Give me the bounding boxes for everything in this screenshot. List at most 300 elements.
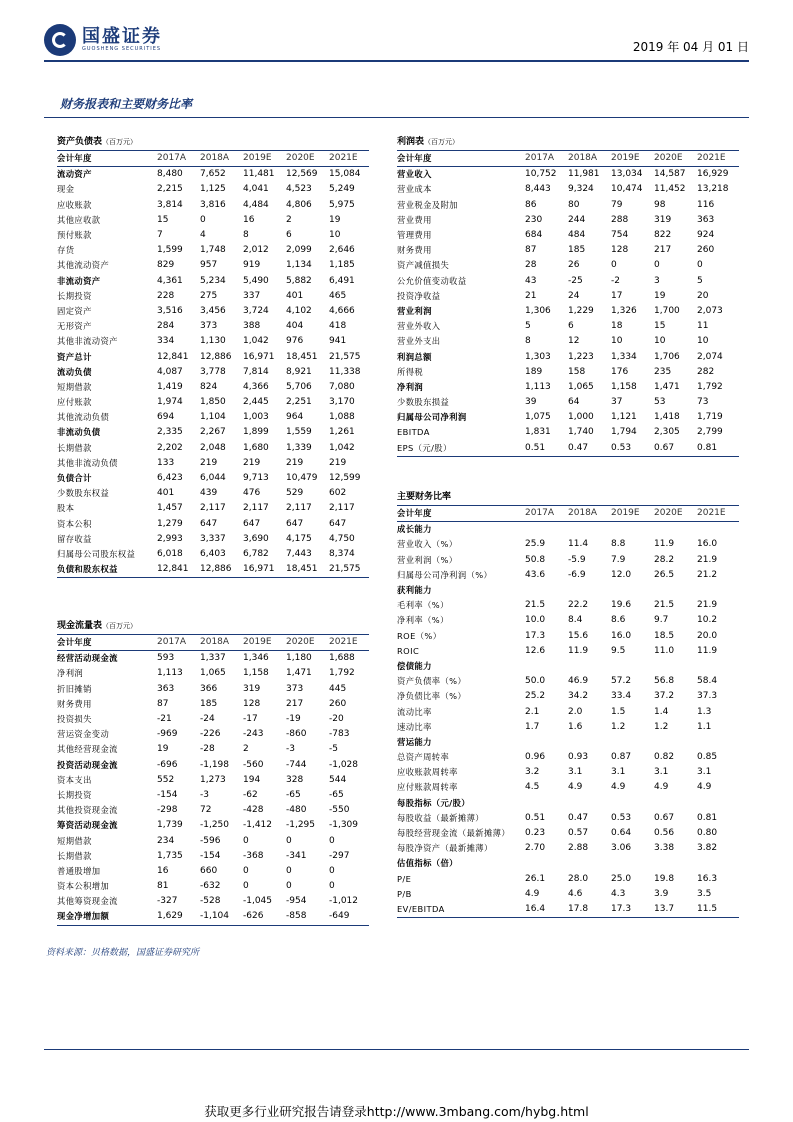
row-label: 营业收入（%） [397, 539, 458, 550]
row-value: 10 [654, 336, 666, 347]
row-value: 228 [157, 290, 175, 301]
table-row [57, 243, 369, 258]
row-value: -860 [286, 729, 307, 740]
row-value: 12,599 [329, 473, 361, 484]
row-value [652, 796, 695, 811]
header-divider [44, 60, 749, 62]
table-row [57, 727, 369, 742]
row-value: 1,279 [157, 518, 183, 529]
row-value: -298 [157, 805, 178, 816]
row-value: 1.4 [654, 706, 669, 717]
row-value: 1,418 [654, 412, 680, 423]
row-value: 1,003 [243, 412, 269, 423]
table-row [57, 666, 369, 681]
row-value: 964 [286, 412, 304, 423]
row-value: 0 [243, 865, 249, 876]
row-value: 15 [157, 214, 169, 225]
row-label: 资产负债率（%） [397, 676, 467, 687]
row-value: 18 [611, 321, 623, 332]
row-value: 3 [654, 275, 660, 286]
row-label: 每股净资产（最新摊薄） [397, 843, 493, 854]
row-value: -528 [200, 896, 221, 907]
row-value: -5 [329, 744, 338, 755]
row-value: -65 [286, 789, 301, 800]
row-value: 647 [329, 518, 347, 529]
row-value [652, 583, 695, 598]
row-value: 9,324 [568, 184, 594, 195]
row-value: 4,523 [286, 184, 312, 195]
header-cell: 会计年度 [57, 635, 155, 651]
row-value: 1,899 [243, 427, 269, 438]
row-value: 1,000 [568, 412, 594, 423]
row-value: 0.23 [525, 828, 546, 839]
row-label: 营业利润（%） [397, 554, 458, 565]
row-value: -226 [200, 729, 221, 740]
row-value [695, 796, 739, 811]
row-value: 50.0 [525, 676, 546, 687]
row-value: 10.0 [525, 615, 546, 626]
header-cell: 2020E [284, 151, 327, 167]
row-value: 1,688 [329, 653, 355, 664]
table-row [397, 583, 739, 598]
table-row [57, 410, 369, 425]
financial-ratios-table [397, 490, 739, 918]
row-value: 4,361 [157, 275, 183, 286]
row-value: 26.5 [654, 569, 675, 580]
row-value: 0.51 [523, 441, 566, 457]
row-value: 37.3 [697, 691, 718, 702]
row-value: 15,084 [329, 169, 361, 180]
row-value: 16.0 [697, 539, 718, 550]
row-value: 2,117 [243, 503, 269, 514]
table-row [397, 289, 739, 304]
table-row [397, 213, 739, 228]
row-label: 毛利率（%） [397, 600, 449, 611]
row-value: 19 [157, 744, 169, 755]
row-label: 净利润 [57, 668, 84, 679]
balance-sheet-table [57, 135, 369, 578]
row-value [695, 583, 739, 598]
row-label: 净利润 [397, 381, 424, 392]
row-value: 0.80 [697, 828, 718, 839]
row-value: 1,740 [568, 427, 594, 438]
row-value: 1,792 [697, 381, 723, 392]
row-value: -1,295 [286, 820, 316, 831]
row-value: 1,042 [329, 442, 355, 453]
row-value: 12 [568, 336, 580, 347]
row-value: 1.6 [568, 721, 583, 732]
row-value: 10 [697, 336, 709, 347]
row-value: 3.1 [697, 767, 712, 778]
row-value: 3,724 [243, 305, 269, 316]
table-row [57, 758, 369, 773]
row-value: 56.8 [654, 676, 675, 687]
row-value: 1,792 [329, 668, 355, 679]
table-row [397, 720, 739, 735]
row-value: 11.9 [568, 645, 589, 656]
row-label: 少数股东损益 [397, 397, 450, 408]
row-value: 829 [157, 260, 175, 271]
row-value: -6.9 [568, 569, 586, 580]
row-value: 18,451 [286, 351, 318, 362]
row-value: -1,412 [243, 820, 273, 831]
row-value: 1,134 [286, 260, 312, 271]
row-value: 1,180 [286, 653, 312, 664]
table-row [57, 441, 369, 456]
row-label: P/E [397, 873, 412, 884]
row-label: 管理费用 [397, 230, 432, 241]
row-label: 负债和股东权益 [57, 562, 155, 578]
row-value [566, 796, 609, 811]
row-value: -24 [200, 714, 215, 725]
row-value [695, 735, 739, 750]
table-row [57, 532, 369, 547]
table-row [57, 547, 369, 562]
row-value: 12.6 [525, 645, 546, 656]
row-value: 7,814 [243, 366, 269, 377]
row-value: 2,012 [243, 245, 269, 256]
row-value: 1,337 [200, 653, 226, 664]
row-value: 1,185 [329, 260, 355, 271]
row-value: 6 [568, 321, 574, 332]
table-row [397, 613, 739, 628]
source-note: 资料来源：贝格数据，国盛证券研究所 [46, 948, 200, 958]
row-value: 128 [243, 698, 261, 709]
table-row [397, 689, 739, 704]
row-label: 资本支出 [57, 774, 92, 785]
row-value: 1.3 [697, 706, 712, 717]
header-cell: 2018A [566, 506, 609, 522]
header-cell: 2020E [652, 151, 695, 167]
row-label: 其他筹资现金流 [57, 896, 118, 907]
row-value: 4,041 [243, 184, 269, 195]
row-label: 营业税金及附加 [397, 199, 458, 210]
row-value: 11.5 [695, 902, 739, 918]
row-label: 资产减值损失 [397, 260, 450, 271]
row-value: 8 [243, 230, 249, 241]
row-label: 流动资产 [57, 169, 92, 180]
footer-divider [44, 1049, 749, 1050]
row-value: 19.8 [654, 873, 675, 884]
row-value: 5,249 [329, 184, 355, 195]
row-value: 0.47 [568, 812, 589, 823]
table-row [397, 425, 739, 440]
row-value: 8 [525, 336, 531, 347]
row-value: -5.9 [568, 554, 586, 565]
row-label: 短期借款 [57, 381, 92, 392]
row-label: 估值指标（倍） [397, 858, 458, 869]
row-label: 其他流动负债 [57, 412, 110, 423]
row-value: 28.2 [654, 554, 675, 565]
row-value: 1,850 [200, 397, 226, 408]
row-value: 941 [329, 336, 347, 347]
table-row [57, 894, 369, 909]
row-value: 2.1 [525, 706, 540, 717]
table-row [57, 334, 369, 349]
row-value: 465 [329, 290, 347, 301]
row-value: 334 [157, 336, 175, 347]
table-row [397, 765, 739, 780]
row-value: 373 [286, 683, 304, 694]
row-value: 3.38 [654, 843, 675, 854]
row-value: -21 [157, 714, 172, 725]
row-value: 439 [200, 488, 218, 499]
row-value: 16.0 [611, 630, 632, 641]
table-row [57, 517, 369, 532]
row-value: 8,443 [525, 184, 551, 195]
row-value: 20 [697, 290, 709, 301]
table-row [57, 682, 369, 697]
row-value: -28 [200, 744, 215, 755]
row-value: 602 [329, 488, 347, 499]
row-value [609, 735, 652, 750]
row-label: 营运能力 [397, 736, 432, 747]
row-value: 43 [525, 275, 537, 286]
table-row [57, 501, 369, 516]
row-value: 4,087 [157, 366, 183, 377]
row-value: 2,099 [286, 245, 312, 256]
table-row [397, 410, 739, 425]
row-value: 0.81 [697, 812, 718, 823]
table-row [397, 902, 739, 918]
row-label: P/B [397, 888, 412, 899]
row-value: 2,646 [329, 245, 355, 256]
row-label: 资产总计 [57, 351, 92, 362]
row-value: 98 [654, 199, 666, 210]
row-value: 13,034 [611, 169, 643, 180]
row-value: 9.7 [654, 615, 669, 626]
row-label: 其他应收款 [57, 214, 101, 225]
row-value: 28.0 [568, 873, 589, 884]
row-value: 0 [243, 835, 249, 846]
row-label: 其他投资现金流 [57, 805, 118, 816]
row-value: 34.2 [568, 691, 589, 702]
row-value: 235 [654, 366, 672, 377]
header-cell: 2018A [198, 635, 241, 651]
row-value: 21 [525, 290, 537, 301]
row-value: 11,481 [243, 169, 275, 180]
row-value: -154 [157, 789, 178, 800]
row-value: 2,073 [697, 305, 723, 316]
table-row [397, 365, 739, 380]
table-row [57, 274, 369, 289]
row-value: 1,706 [654, 351, 680, 362]
row-label: EV/EBITDA [397, 902, 523, 918]
row-value: 5 [697, 275, 703, 286]
row-value: 7,443 [286, 548, 312, 559]
row-value: 19 [329, 214, 341, 225]
row-value: 0 [200, 214, 206, 225]
row-label: 投资活动现金流 [57, 759, 118, 770]
row-value: 217 [654, 245, 672, 256]
row-value: 17 [611, 290, 623, 301]
row-value: 260 [329, 698, 347, 709]
table-row [397, 349, 739, 364]
row-label: 无形资产 [57, 321, 92, 332]
row-value: 282 [697, 366, 715, 377]
row-value: 4 [200, 230, 206, 241]
row-label: 投资损失 [57, 714, 92, 725]
row-value: 1,748 [200, 245, 226, 256]
row-value: 1,158 [243, 668, 269, 679]
row-value: 10,474 [611, 184, 643, 195]
table-row [57, 228, 369, 243]
row-value: 37.2 [654, 691, 675, 702]
row-value: 80 [568, 199, 580, 210]
row-value: 401 [157, 488, 175, 499]
row-label: 净负债比率（%） [397, 691, 467, 702]
row-value [566, 659, 609, 674]
table-row [57, 742, 369, 757]
row-value: 185 [568, 245, 586, 256]
row-value: 6,423 [157, 473, 183, 484]
row-value: 1,229 [568, 305, 594, 316]
row-value: 366 [200, 683, 218, 694]
row-value: 1,794 [611, 427, 637, 438]
row-value: 1,346 [243, 653, 269, 664]
row-value: 6,782 [243, 548, 269, 559]
row-value: 388 [243, 321, 261, 332]
table-caption [57, 619, 369, 635]
table-row [57, 319, 369, 334]
row-value: 0 [697, 260, 703, 271]
row-value: 26.1 [525, 873, 546, 884]
row-value: 13,218 [697, 184, 729, 195]
row-label: 财务费用 [397, 245, 432, 256]
row-value: 5 [525, 321, 531, 332]
row-value: 0 [286, 865, 292, 876]
row-value: -626 [241, 909, 284, 925]
row-label: 筹资活动现金流 [57, 820, 118, 831]
row-value: 21,575 [327, 562, 369, 578]
row-value: 10 [329, 230, 341, 241]
row-value: 363 [157, 683, 175, 694]
row-value: 319 [654, 214, 672, 225]
row-value: 12,569 [286, 169, 318, 180]
row-value: 2,074 [697, 351, 723, 362]
row-value: 16,971 [241, 562, 284, 578]
table-row [397, 659, 739, 674]
row-label: EBITDA [397, 427, 430, 438]
row-value: 6,491 [329, 275, 355, 286]
row-value: -1,250 [200, 820, 230, 831]
row-value: -550 [329, 805, 350, 816]
table-row [57, 773, 369, 788]
row-value: 10,479 [286, 473, 318, 484]
row-value: -696 [157, 759, 178, 770]
row-value: 6,044 [200, 473, 226, 484]
income-statement-table [397, 135, 739, 457]
row-value: 0 [243, 881, 249, 892]
row-value: 116 [697, 199, 715, 210]
row-label: 总资产周转率 [397, 752, 450, 763]
row-value: 21,575 [329, 351, 361, 362]
row-value [523, 583, 566, 598]
row-value: 189 [525, 366, 543, 377]
row-value: 0.57 [568, 828, 589, 839]
table-row [397, 568, 739, 583]
row-label: 每股经营现金流（最新摊薄） [397, 828, 511, 839]
header-cell: 2021E [327, 635, 369, 651]
row-value: 4,666 [329, 305, 355, 316]
row-value: 1,719 [697, 412, 723, 423]
row-value: 72 [200, 805, 212, 816]
row-value: 5,882 [286, 275, 312, 286]
row-value: 0.47 [566, 441, 609, 457]
row-value: 3.82 [697, 843, 718, 854]
row-value: 4.3 [611, 888, 626, 899]
row-value [695, 522, 739, 538]
header-cell: 2020E [652, 506, 695, 522]
row-value: 0.81 [695, 441, 739, 457]
row-value: 260 [697, 245, 715, 256]
row-value [566, 856, 609, 871]
header-cell: 会计年度 [397, 151, 523, 167]
row-label: 归属母公司净利润（%） [397, 569, 493, 580]
header-cell: 2018A [198, 151, 241, 167]
row-value: 10.2 [697, 615, 718, 626]
row-value: 133 [157, 457, 175, 468]
row-value: 484 [568, 230, 586, 241]
row-value: 8,921 [286, 366, 312, 377]
header-cell: 2020E [284, 635, 327, 651]
row-value: 1,088 [329, 412, 355, 423]
row-value: 86 [525, 199, 537, 210]
row-value: 1,831 [525, 427, 551, 438]
row-value [652, 659, 695, 674]
row-value: -327 [157, 896, 178, 907]
header-cell: 2019E [609, 151, 652, 167]
table-row [57, 349, 369, 364]
row-label: 股本 [57, 503, 75, 514]
row-value: 12,841 [155, 562, 198, 578]
row-label: 其他非流动负债 [57, 457, 118, 468]
row-value: 1,261 [329, 427, 355, 438]
row-value: -632 [200, 881, 221, 892]
row-value: 5,975 [329, 199, 355, 210]
row-label: EPS（元/股） [397, 441, 523, 457]
row-value: 11.9 [697, 645, 718, 656]
row-label: 每股收益（最新摊薄） [397, 812, 484, 823]
row-value: 58.4 [697, 676, 718, 687]
row-value: 21.2 [697, 569, 718, 580]
table-row [397, 274, 739, 289]
row-value [566, 522, 609, 538]
row-value [523, 856, 566, 871]
table-row [57, 289, 369, 304]
row-value: 185 [200, 698, 218, 709]
row-value: 5,234 [200, 275, 226, 286]
row-value: 230 [525, 214, 543, 225]
row-value: 4,750 [329, 533, 355, 544]
table-row [57, 864, 369, 879]
table-unit: （百万元） [424, 138, 460, 146]
row-label: 其他非流动资产 [57, 336, 118, 347]
row-value: -1,045 [243, 896, 273, 907]
row-value: 1.2 [611, 721, 626, 732]
row-value: 4,366 [243, 381, 269, 392]
row-value [523, 735, 566, 750]
row-label: 营业费用 [397, 214, 432, 225]
row-value: 3,337 [200, 533, 226, 544]
row-label: 长期借款 [57, 850, 92, 861]
row-value: -596 [200, 835, 221, 846]
row-value: 1,121 [611, 412, 637, 423]
row-value: 0.87 [611, 752, 632, 763]
row-value [566, 583, 609, 598]
row-value: 1,559 [286, 427, 312, 438]
row-value: 1,075 [525, 412, 551, 423]
